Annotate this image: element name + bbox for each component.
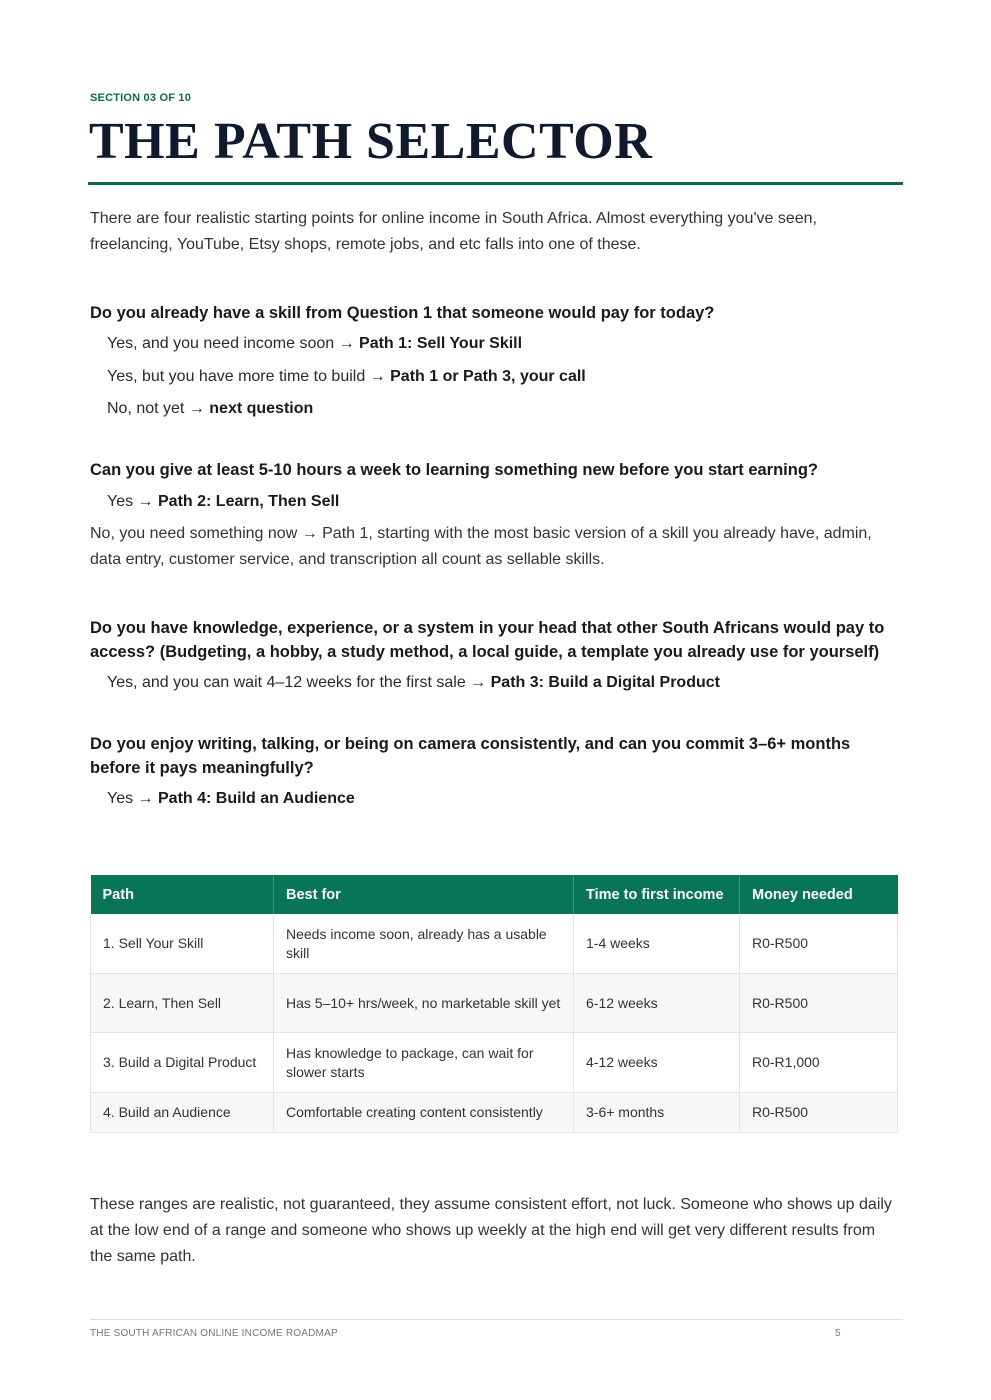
column-header-best-for: Best for (274, 875, 574, 914)
answer-1-1: Yes, and you need income soon → Path 1: Sell Your Skill (107, 335, 523, 352)
answer-1-3: No, not yet → next question (107, 400, 314, 417)
cell-best-for: Needs income soon, already has a usable skill (274, 914, 574, 974)
cell-time: 3-6+ months (574, 1093, 740, 1133)
column-header-path: Path (91, 875, 274, 914)
cell-path: 4. Build an Audience (91, 1093, 274, 1133)
paths-table (90, 875, 898, 1133)
column-header-time: Time to first income (574, 875, 740, 914)
column-header-money: Money needed (740, 875, 898, 914)
cell-money: R0-R500 (740, 974, 898, 1033)
table-row (91, 1033, 898, 1093)
cell-best-for: Has knowledge to package, can wait for slower starts (274, 1033, 574, 1093)
question-2: Can you give at least 5-10 hours a week to learning something new before you start earning? (90, 461, 819, 479)
answer-result: Path 1: Sell Your Skill (359, 335, 523, 352)
answer-result: next question (209, 400, 314, 417)
footer-divider (90, 1319, 903, 1320)
section-label: SECTION 03 OF 10 (90, 92, 192, 104)
answer-2-note: No, you need something now → Path 1, starting with the most basic version of a skill you already have, admin, data entry, customer service, and transcription all count as sellable skills. (90, 525, 872, 568)
cell-best-for: Has 5–10+ hrs/week, no marketable skill yet (274, 974, 574, 1033)
answer-3-1: Yes, and you can wait 4–12 weeks for the first sale → Path 3: Build a Digital Product (107, 674, 720, 691)
question-3: Do you have knowledge, experience, or a system in your head that other South Africans would pay to access? (Budgeting, a hobby, a study method, a local guide, a template you already use for yourself) (90, 619, 885, 661)
cell-money: R0-R1,000 (740, 1033, 898, 1093)
cell-time: 1-4 weeks (574, 914, 740, 974)
answer-result: Path 3: Build a Digital Product (490, 674, 720, 691)
cell-best-for: Comfortable creating content consistently (274, 1093, 574, 1133)
cell-path: 2. Learn, Then Sell (91, 974, 274, 1033)
closing-paragraph: These ranges are realistic, not guaranteed, they assume consistent effort, not luck. Someone who shows up daily at the low end of a range and someone who shows up weekly at the high end will get very different results from the same path. (90, 1196, 892, 1265)
answer-4-1: Yes → Path 4: Build an Audience (107, 790, 355, 807)
cell-path: 3. Build a Digital Product (91, 1033, 274, 1093)
cell-money: R0-R500 (740, 1093, 898, 1133)
cell-money: R0-R500 (740, 914, 898, 974)
cell-time: 6-12 weeks (574, 974, 740, 1033)
table-row (91, 914, 898, 974)
cell-path: 1. Sell Your Skill (91, 914, 274, 974)
answer-1-2: Yes, but you have more time to build → Path 1 or Path 3, your call (107, 368, 586, 385)
page-number: 5 (835, 1328, 841, 1339)
question-1: Do you already have a skill from Question 1 that someone would pay for today? (90, 304, 715, 322)
table-row (91, 974, 898, 1033)
answer-result: Path 2: Learn, Then Sell (158, 493, 340, 510)
question-4: Do you enjoy writing, talking, or being on camera consistently, and can you commit 3–6+ months before it pays meaningfully? (90, 735, 851, 777)
table-header-row (91, 875, 898, 914)
title-divider (88, 182, 903, 185)
page-title: THE PATH SELECTOR (89, 113, 653, 170)
cell-time: 4-12 weeks (574, 1033, 740, 1093)
intro-paragraph: There are four realistic starting points for online income in South Africa. Almost everything you've seen, freelancing, YouTube, Etsy shops, remote jobs, and etc falls into one of these. (90, 210, 817, 253)
answer-result: Path 4: Build an Audience (158, 790, 355, 807)
answer-result: Path 1 or Path 3, your call (390, 368, 586, 385)
footer-title: THE SOUTH AFRICAN ONLINE INCOME ROADMAP (90, 1328, 338, 1339)
table-row (91, 1093, 898, 1133)
answer-2-1: Yes → Path 2: Learn, Then Sell (107, 493, 340, 510)
